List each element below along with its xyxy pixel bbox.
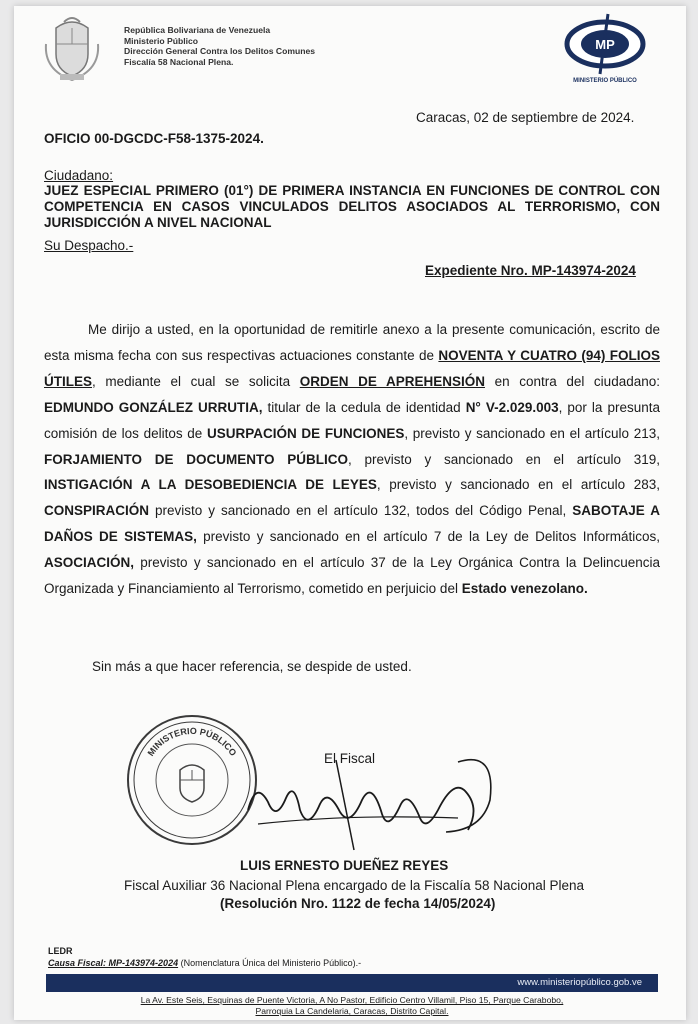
delito-6: ASOCIACIÓN,	[44, 555, 135, 571]
signer-title: Fiscal Auxiliar 36 Nacional Plena encargado de la Fiscalía 58 Nacional Plena	[124, 878, 585, 893]
signer-label: El Fiscal	[324, 751, 376, 766]
victim: Estado venezolano.	[461, 581, 588, 597]
expediente-number: Expediente Nro. MP-143974-2024	[425, 263, 636, 278]
coat-of-arms-icon	[42, 14, 102, 84]
seal-text: MINISTERIO PÚBLICO	[145, 725, 239, 758]
initials: LEDR	[48, 946, 73, 956]
defendant-name: EDMUNDO GONZÁLEZ URRUTIA,	[44, 399, 263, 415]
cedula-number: N° V-2.029.003	[465, 399, 559, 415]
recipient-title: JUEZ ESPECIAL PRIMERO (01°) DE PRIMERA INSTANCIA EN FUNCIONES DE CONTROL CON COMPETENCIA EN CASOS VINCULADOS DELITOS ASOCIADOS AL TERRORISMO, CON JURISDICCIÓN A NIVEL NACIONAL	[44, 183, 660, 230]
body-paragraph: Me dirijo a usted, en la oportunidad de remitirle anexo a la presente comunicación, escrito de esta misma fecha con sus respectivas actuaciones constante de NOVENTA Y CUATRO (94) FOLIOS ÚTILES, mediante el cual se solicita ORDEN DE APREHENSIÓN en contra del ciudadano: EDMUNDO GONZÁLEZ URRUTIA, titular de la cedula de identidad N° V-2.029.003, por la presunta comisión de los delitos de USURPACIÓN DE FUNCIONES, previsto y sancionado en el artículo 213, FORJAMIENTO DE DOCUMENTO PÚBLICO, previsto y sancionado en el artículo 319, INSTIGACIÓN A LA DESOBEDIENCIA DE LEYES, previsto y sancionado en el artículo 283, CONSPIRACIÓN previsto y sancionado en el artículo 132, todos del Código Penal, SABOTAJE A DAÑOS DE SISTEMAS, previsto y sancionado en el artículo 7 de la Ley de Delitos Informáticos, ASOCIACIÓN, previsto y sancionado en el artículo 37 de la Ley Orgánica Contra la Delincuencia Organizada y Financiamiento al Terrorismo, cometido en perjuicio del Estado venezolano.	[44, 322, 661, 597]
letterhead-line: Ministerio Público	[124, 35, 199, 46]
document-date: Caracas, 02 de septiembre de 2024.	[416, 110, 635, 125]
ministerio-publico-logo	[560, 12, 650, 86]
recipient-despacho: Su Despacho.-	[44, 238, 134, 253]
folios-count: NOVENTA Y CUATRO (94) FOLIOS ÚTILES	[44, 347, 660, 389]
address-line: La Av. Este Seis, Esquinas de Puente Victoria, A No Pastor, Edificio Centro Villamil, Piso 15, Parque Carabobo,	[140, 995, 564, 1005]
letterhead	[124, 25, 315, 67]
orden-text: ORDEN DE APREHENSIÓN	[299, 373, 485, 389]
footer-address	[46, 995, 658, 1017]
delito-1: USURPACIÓN DE FUNCIONES	[206, 425, 405, 441]
signer-name: LUIS ERNESTO DUEÑEZ REYES	[240, 858, 449, 873]
signer-resolution: (Resolución Nro. 1122 de fecha 14/05/2024)	[220, 896, 496, 911]
website-link[interactable]: www.ministeriopúblico.gob.ve	[517, 977, 642, 988]
handwritten-signature	[228, 740, 508, 860]
salutation: Ciudadano:	[44, 168, 114, 183]
address-line: Parroquia La Candelaria, Caracas, Distrito Capital.	[255, 1006, 449, 1016]
delito-4: CONSPIRACIÓN	[44, 503, 150, 519]
delito-3: INSTIGACIÓN A LA DESOBEDIENCIA DE LEYES	[44, 477, 377, 493]
logo-text: MP	[595, 37, 615, 52]
logo-caption: MINISTERIO PÚBLICO	[573, 78, 637, 84]
letterhead-line: República Bolivariana de Venezuela	[124, 25, 271, 35]
farewell: Sin más a que hacer referencia, se despide de usted.	[92, 659, 412, 674]
letterhead-line: Fiscalía 58 Nacional Plena.	[124, 56, 234, 67]
causa-fiscal: Causa Fiscal: MP-143974-2024 (Nomenclatura Única del Ministerio Público).-	[48, 958, 362, 968]
svg-text:MINISTERIO PÚBLICO	[146, 726, 239, 758]
delito-5: SABOTAJE A DAÑOS DE SISTEMAS,	[44, 503, 660, 545]
letterhead-line: Dirección General Contra los Delitos Comunes	[124, 46, 316, 56]
delito-2: FORJAMIENTO DE DOCUMENTO PÚBLICO	[44, 451, 348, 467]
footer-bar	[46, 974, 658, 992]
oficio-number: OFICIO 00-DGCDC-F58-1375-2024.	[44, 131, 264, 146]
